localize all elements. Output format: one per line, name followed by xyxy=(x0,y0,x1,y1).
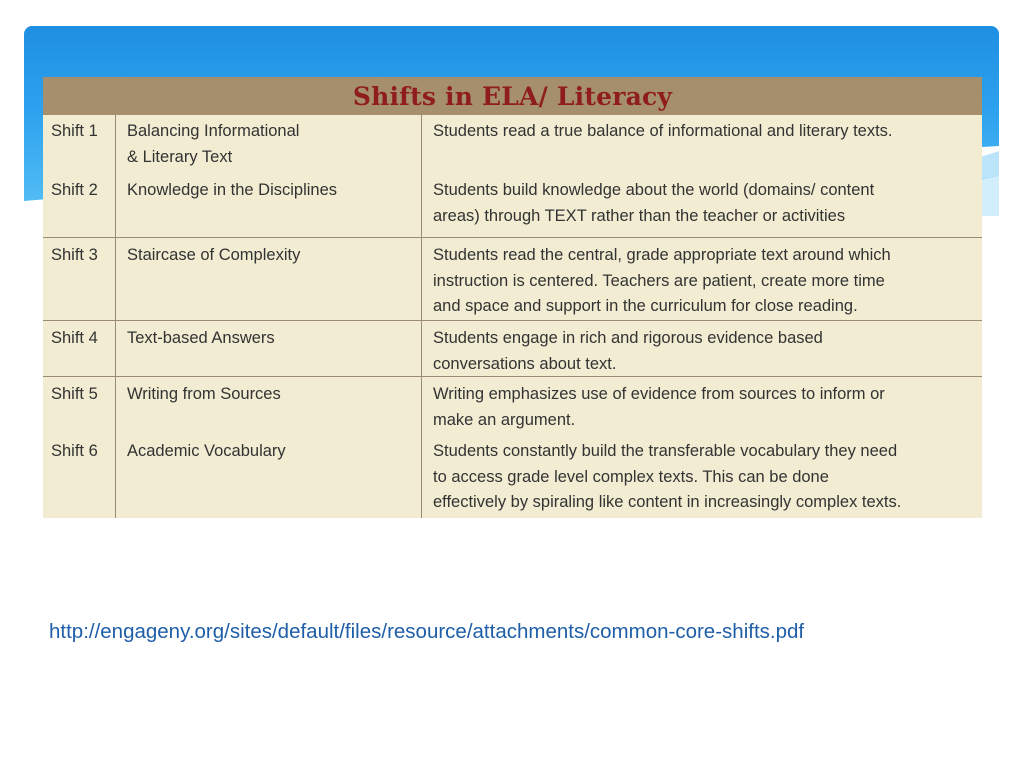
shift-description: Writing emphasizes use of evidence from sources to inform or make an argument. xyxy=(433,385,885,429)
shift-name: Text-based Answers xyxy=(127,329,275,347)
shift-name: Balancing Informational & Literary Text xyxy=(127,122,300,166)
source-link[interactable]: http://engageny.org/sites/default/files/resource/attachments/common-core-shifts.pdf xyxy=(49,620,805,643)
shift-id: Shift 6 xyxy=(51,442,98,460)
shift-description: Students engage in rich and rigorous evidence based conversations about text. xyxy=(433,329,823,373)
shift-id: Shift 3 xyxy=(51,246,98,264)
shifts-table xyxy=(43,77,982,518)
shift-id: Shift 4 xyxy=(51,329,98,347)
shift-id: Shift 2 xyxy=(51,181,98,199)
shift-name: Writing from Sources xyxy=(127,385,281,403)
row-divider xyxy=(43,320,982,321)
shift-name: Knowledge in the Disciplines xyxy=(127,181,338,199)
shift-id: Shift 5 xyxy=(51,385,98,403)
shift-description: Students read a true balance of informational and literary texts. xyxy=(433,122,893,140)
shift-id: Shift 1 xyxy=(51,122,98,140)
row-divider xyxy=(43,237,982,238)
shift-description: Students read the central, grade appropriate text around which instruction is centered. Teachers are patient, create more time and space and support in the curriculum for close reading. xyxy=(433,246,891,315)
table-title: Shifts in ELA/ Literacy xyxy=(352,81,673,111)
table-title-bar xyxy=(43,77,982,115)
shift-name: Staircase of Complexity xyxy=(127,246,301,264)
column-divider xyxy=(421,115,422,518)
column-divider xyxy=(115,115,116,518)
shift-description: Students build knowledge about the world (domains/ content areas) through TEXT rather than the teacher or activities xyxy=(433,181,875,225)
shift-name: Academic Vocabulary xyxy=(127,442,286,460)
shift-description: Students constantly build the transferable vocabulary they need to access grade level complex texts. This can be done effectively by spiraling like content in increasingly complex texts. xyxy=(433,442,902,511)
